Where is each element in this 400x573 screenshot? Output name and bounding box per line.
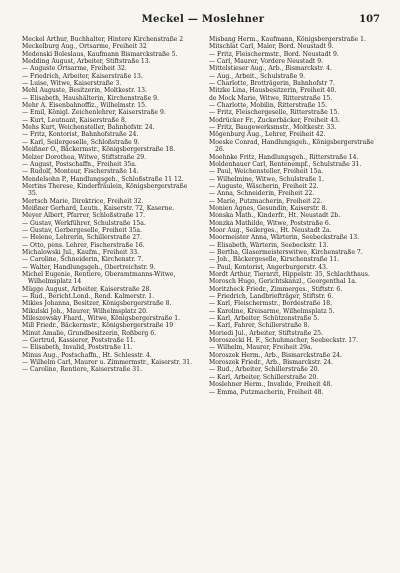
directory-entry: — Charlotte, Mobilin, Ritterstraße 15. — [209, 102, 327, 110]
directory-entry: — Emil, Königl. Zeichenlehrer, Kaiserstraße 9. — [22, 109, 166, 117]
directory-entry: — Auguste Ortsarme, Freiheit 32. — [22, 65, 127, 73]
directory-entry: — Wilhelm Carl, Maurer u. Zimmermstr., Kaiserstr. 31. — [22, 359, 193, 367]
directory-entry: Morosch Hugo, Gerichtskanzl., Georgenthal 1a. — [209, 278, 357, 286]
directory-entry: Meckel Arthur, Buchhalter, Hintere Kirchenstraße 2 — [22, 36, 184, 43]
directory-entry: Mikies Johanna, Besitzer, Königsbergerstraße 8. — [22, 300, 172, 308]
directory-entry: — Anna, Schneiderin, Freiheit 22. — [209, 190, 315, 198]
directory-entry: — Fritz, Baugewerksmstr., Moltkestr. 33. — [209, 124, 337, 132]
directory-entry: de Mock Marie, Witwe, Ritterstraße 15. — [209, 94, 333, 102]
directory-entry: — Aug., Arbeit., Schulstraße 9. — [209, 72, 306, 80]
directory-entry: Moroszek Herm., Arb., Bismarckstraße 24. — [209, 351, 342, 359]
directory-entry: Moriedi Jul., Arbeiter, Stiftstraße 25. — [209, 329, 323, 337]
directory-entry: — Luise, Witwe, Kaiserstraße 3. — [22, 80, 122, 88]
directory-entry: — Karoline, Kreisarme, Wilhelmsplatz 5. — [209, 307, 335, 315]
directory-entry: Moslehner Herm., Invalide, Freiheit 48. — [209, 381, 333, 389]
directory-entry: Mikulski Joh., Maurer, Wilhelmsplatz 20. — [22, 307, 148, 315]
directory-entry: — Otto, pens. Lehrer, Fischerstraße 16. — [22, 241, 145, 249]
directory-entry: Mügge August, Arbeiter, Kaiserstraße 28. — [22, 285, 152, 293]
directory-entry: Melzer Dorothea, Witwe, Stiftstraße 29. — [22, 153, 147, 161]
directory-entry: — Karl, Seilergeselle, Schloßstraße 9. — [22, 138, 140, 146]
directory-entry: — Walter, Handlungsgeh., Obertreichstr. 9. — [22, 263, 156, 271]
directory-entry: Mertins Therese, Kinderfräulein, Königsbergerstraße 35. — [22, 182, 188, 198]
directory-entry: Meißner Gerhard, Leutn., Kaiserstr. 72, Kaserne. — [22, 204, 175, 212]
directory-entry: — Fritz, Fleischermstr., Bord. Neustadt 9. — [209, 50, 339, 58]
directory-entry: — Friedrich, Landbriefträger, Stiftstr. 6. — [209, 293, 334, 301]
directory-entry: Mertsch Marie, Direktrice, Freiheit 32. — [22, 197, 144, 205]
directory-entry: Monska Math., Kinderfr., Ht. Neustadt 2b. — [209, 212, 341, 220]
directory-entry: — Fritz, Kontorist, Bahnhofstraße 24. — [22, 131, 139, 139]
directory-entry: — Friedrich, Arbeiter, Kaiserstraße 13. — [22, 72, 143, 80]
directory-entry: Mitzke Lina, Hausbesitzerin, Freiheit 40. — [209, 87, 337, 95]
directory-entry: Medenski Boleslaus, Kaufmann Bismarckstraße 5. — [22, 50, 178, 58]
directory-columns — [22, 36, 384, 396]
directory-entry: Mehr A. Eisenbahnoffiz., Wilhelmstr. 15. — [22, 102, 147, 110]
directory-entry: Moldenhauer Carl, Rentenempf., Schulstraße 31. — [209, 160, 362, 168]
directory-entry: Meißner O., Bäckermstr., Königsbergerstraße 18. — [22, 146, 176, 154]
directory-entry: — Auguste, Wäscherin, Freiheit 22. — [209, 182, 319, 190]
directory-entry: — Wilhelm, Maurer, Freiheit 29a. — [209, 344, 313, 352]
directory-entry: — Emma, Putzmacherin, Freiheit 48. — [209, 388, 324, 396]
directory-entry: Moroszek Friedr., Arb., Bismarckstr. 24. — [209, 359, 334, 367]
directory-entry: Minus Aug., Postschaffn., Ht. Schlesstr. 4. — [22, 351, 152, 359]
directory-entry: Mileszewsky Fhard., Witwe, Königsbergerstraße 1. — [22, 315, 181, 323]
directory-entry: — Kurt, Leutnant, Kaiserstraße 8. — [22, 116, 127, 124]
directory-entry: Moormeister Anna, Wärterin, Seebeckstraße 13. — [209, 234, 360, 242]
page-number: 107 — [359, 14, 380, 25]
directory-entry: — Marie, Putzmacherin, Freiheit 22. — [209, 197, 323, 205]
directory-entry: — Charlotte, Brotträgerin, Bahnhofstr 7. — [209, 80, 335, 88]
directory-entry: — Helene, Lehrerin, Schillerstraße 27. — [22, 234, 142, 242]
directory-entry: Mehl Auguste, Besitzerin, Moltkestr. 13. — [22, 87, 147, 95]
directory-entry: Michalowski Jul., Kaufm., Freiheit 33. — [22, 248, 140, 256]
directory-entry: — Caroline, Rentiere, Kaiserstraße 31. — [22, 366, 142, 374]
directory-entry: Mill Friedr., Bäckermstr., Königsbergerstraße 19 — [22, 322, 174, 330]
directory-entry: Mehs Kurt, Weichensteller, Bahnhofstr. 24. — [22, 124, 155, 132]
directory-entry: — Carl, Maurer, Vordere Neustadt 9. — [209, 58, 324, 66]
directory-entry: Moehnke Fritz, Handlungsgeh., Ritterstraße 14. — [209, 153, 359, 161]
directory-entry: Misbang Herm., Kaufmann, Königsbergerstraße 1. — [209, 36, 366, 43]
running-title: Meckel — Moslehner — [141, 14, 265, 25]
directory-entry: Mitschlat Carl, Maler, Bord. Neustadt 9. — [209, 43, 334, 51]
directory-entry: — August, Postschaffn., Freiheit 35a. — [22, 160, 137, 168]
directory-entry: — Caroline, Schneiderin, Kirchenstr. 7. — [22, 256, 144, 264]
directory-entry: — Rud., Bericht.Lond., Rend. Kalmerstr. 1. — [22, 293, 155, 301]
directory-entry: — Fritz, Fleischergeselle, Ritterstraße 15. — [209, 109, 340, 117]
directory-entry: Meckelburg Aug., Ortsarme, Freiheit 32 — [22, 43, 147, 51]
directory-entry: Monzka Mathilde, Witwe, Poststraße 6. — [209, 219, 331, 227]
directory-entry: — Paul, Kontorist, Angerburgerstr. 43. — [209, 263, 328, 271]
directory-entry: — Joh., Bäckergeselle, Kirschenstraße 11. — [209, 256, 340, 264]
directory-entry: Monien Agnes, Gesundin, Kaiserstr. 8. — [209, 204, 328, 212]
directory-entry: Mögenburg Aug., Lehrer, Freiheit 42. — [209, 131, 326, 139]
directory-entry: — Karl, Arbeiter, Schillerstraße 20. — [209, 373, 319, 381]
directory-entry: — Karl, Fahrer, Schillerstraße 8. — [209, 322, 310, 330]
directory-entry: Medding August, Arbeiter, Stiftstraße 13. — [22, 58, 151, 66]
page-header — [22, 14, 384, 30]
directory-entry: Meyer Albert, Pfarrer, Schloßstraße 17. — [22, 212, 146, 220]
directory-entry: — Karl, Arbeiter, Schützenstraße 5. — [209, 315, 320, 323]
directory-entry: — Bertha, Glasermeisterswitwe, Kirchenstraße 7. — [209, 248, 363, 256]
directory-entry: — Rudolf, Monteur, Fischerstraße 14. — [22, 168, 139, 176]
directory-entry: — Elisabeth, Haushälterin, Kirchenstraße 9. — [22, 94, 159, 102]
directory-entry: Modrücker Fr., Zuckerbäcker, Freiheit 43. — [209, 116, 340, 124]
directory-entry: Minut Amalie, Grundbesitzerin, Roßberg 6. — [22, 329, 157, 337]
directory-entry: — Gertrud, Kassierer, Poststraße 11. — [22, 337, 136, 345]
directory-entry: Moroszecki H. F., Schuhmacher, Seebeckstr. 17. — [209, 337, 358, 345]
directory-entry: Moeske Conrad, Handlungsgeh., Königsbergerstraße 26. — [209, 138, 374, 154]
directory-entry: — Gustav, Werkführer, Schulstraße 15a. — [22, 219, 146, 227]
directory-entry: Moor Aug., Seilerges., Ht. Neustadt 2a. — [209, 226, 332, 234]
directory-entry: — Wilhelmine, Witwe, Schulstraße 1. — [209, 175, 324, 183]
directory-entry: — Karl, Fleischermstr., Bordestraße 18. — [209, 300, 333, 308]
directory-entry: — Paul, Weichensteller, Freiheit 15a. — [209, 168, 324, 176]
directory-entry: Michel Eugenie, Rentiere, Oberamtmanns-Witwe, Wilhelmsplatz 14 — [22, 271, 176, 286]
directory-entry: — Elisabeth, Wärterin, Seebeckstr. 13. — [209, 241, 329, 249]
directory-entry: Moritzheck Friedr., Zimmerges., Stiftstr. 6. — [209, 285, 343, 293]
directory-entry: Mittelstieser Aug., Arb., Bismarckstr. 4. — [209, 65, 332, 73]
directory-entry: — Elisabeth, Invalid, Poststraße 11. — [22, 344, 133, 352]
left-column — [22, 36, 197, 396]
directory-entry: Mendelsohn P., Handlungsgeh., Schloßstraße 11 12. — [22, 175, 184, 183]
directory-entry: — Gustav, Gerbergeselle, Freiheit 35a. — [22, 226, 142, 234]
directory-entry: Mordt Arthur, Tierarzt, Hippelstr. 35, Schlachthaus. — [209, 271, 370, 278]
directory-entry: — Rud., Arbeiter, Schillerstraße 20. — [209, 366, 320, 374]
right-column — [209, 36, 384, 396]
